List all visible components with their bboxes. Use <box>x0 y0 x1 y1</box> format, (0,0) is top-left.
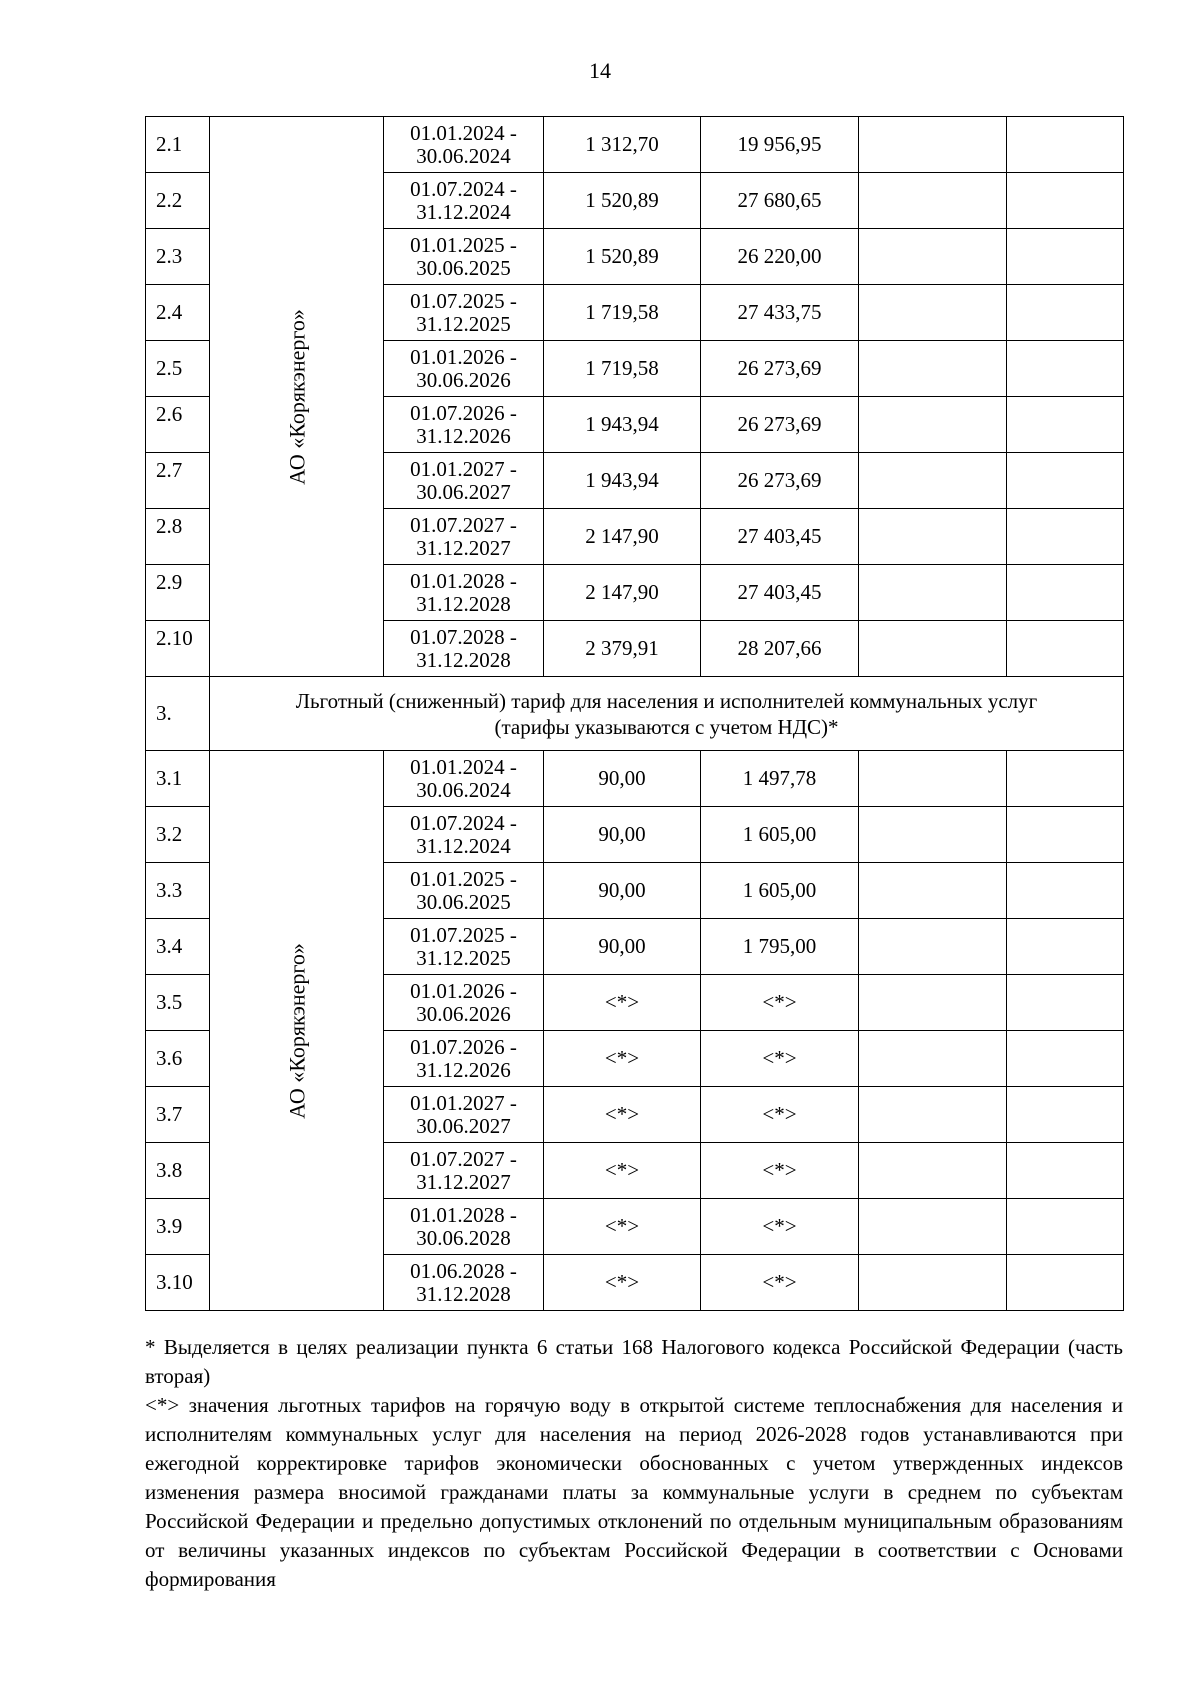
period-end: 31.12.2028 <box>416 1281 511 1306</box>
section-heading <box>210 677 1124 751</box>
tariff-value-4 <box>1007 1143 1124 1199</box>
tariff-value-1: 2 147,90 <box>544 565 701 621</box>
tariff-value-1: 1 312,70 <box>544 117 701 173</box>
period-start: 01.07.2024 - <box>410 810 517 835</box>
tariff-value-4 <box>1007 1199 1124 1255</box>
row-number: 3.3 <box>146 863 210 919</box>
tariff-value-2: 19 956,95 <box>701 117 859 173</box>
tariff-value-4 <box>1007 751 1124 807</box>
period-end: 30.06.2025 <box>416 255 511 280</box>
tariff-value-1: 2 379,91 <box>544 621 701 677</box>
period-cell <box>384 1199 544 1255</box>
row-number: 2.6 <box>146 397 210 453</box>
period-end: 30.06.2028 <box>416 1225 511 1250</box>
period-cell <box>384 173 544 229</box>
period-start: 01.01.2027 - <box>410 456 517 481</box>
period-start: 01.01.2028 - <box>410 568 517 593</box>
tariff-value-1: <*> <box>544 1255 701 1311</box>
period-cell <box>384 751 544 807</box>
tariff-value-2: 1 605,00 <box>701 807 859 863</box>
period-start: 01.01.2026 - <box>410 344 517 369</box>
tariff-value-4 <box>1007 1087 1124 1143</box>
period-start: 01.01.2028 - <box>410 1202 517 1227</box>
organization-cell <box>210 117 384 677</box>
period-cell <box>384 621 544 677</box>
tariff-value-1: 1 943,94 <box>544 453 701 509</box>
row-number: 2.1 <box>146 117 210 173</box>
period-end: 30.06.2025 <box>416 889 511 914</box>
tariff-value-3 <box>859 621 1007 677</box>
period-end: 30.06.2024 <box>416 143 511 168</box>
row-number: 3.8 <box>146 1143 210 1199</box>
tariff-value-2: 26 273,69 <box>701 397 859 453</box>
row-number: 3.6 <box>146 1031 210 1087</box>
tariff-value-4 <box>1007 509 1124 565</box>
section-number: 3. <box>146 677 210 751</box>
period-end: 30.06.2024 <box>416 777 511 802</box>
section-heading-row <box>146 677 1124 751</box>
tariff-value-2: 28 207,66 <box>701 621 859 677</box>
period-start: 01.01.2025 - <box>410 866 517 891</box>
tariff-value-3 <box>859 807 1007 863</box>
section-heading-line2: (тарифы указываются с учетом НДС)* <box>494 714 839 739</box>
tariff-value-1: 1 520,89 <box>544 229 701 285</box>
organization-name: АО «Корякэнерго» <box>284 308 309 485</box>
period-start: 01.07.2025 - <box>410 288 517 313</box>
tariff-value-3 <box>859 229 1007 285</box>
tariff-value-2: 26 220,00 <box>701 229 859 285</box>
period-end: 31.12.2028 <box>416 591 511 616</box>
period-cell <box>384 285 544 341</box>
period-start: 01.01.2027 - <box>410 1090 517 1115</box>
period-end: 31.12.2024 <box>416 833 511 858</box>
period-cell <box>384 229 544 285</box>
period-start: 01.07.2027 - <box>410 512 517 537</box>
tariff-value-1: 2 147,90 <box>544 509 701 565</box>
tariff-value-1: <*> <box>544 975 701 1031</box>
tariff-value-1: <*> <box>544 1143 701 1199</box>
tariff-value-3 <box>859 1255 1007 1311</box>
tariff-value-4 <box>1007 863 1124 919</box>
period-start: 01.01.2026 - <box>410 978 517 1003</box>
tariff-value-3 <box>859 919 1007 975</box>
period-end: 31.12.2027 <box>416 1169 511 1194</box>
row-number: 3.9 <box>146 1199 210 1255</box>
period-start: 01.06.2028 - <box>410 1258 517 1283</box>
tariff-value-4 <box>1007 117 1124 173</box>
period-cell <box>384 919 544 975</box>
period-start: 01.07.2027 - <box>410 1146 517 1171</box>
tariff-value-4 <box>1007 565 1124 621</box>
period-start: 01.01.2024 - <box>410 120 517 145</box>
tariff-value-2: 1 795,00 <box>701 919 859 975</box>
period-cell <box>384 1255 544 1311</box>
row-number: 2.3 <box>146 229 210 285</box>
row-number: 2.7 <box>146 453 210 509</box>
table-row <box>146 751 1124 807</box>
period-cell <box>384 397 544 453</box>
period-start: 01.01.2024 - <box>410 754 517 779</box>
page-number: 14 <box>589 58 611 83</box>
tariff-table <box>145 116 1124 1311</box>
row-number: 2.10 <box>146 621 210 677</box>
tariff-value-2: <*> <box>701 1143 859 1199</box>
tariff-value-3 <box>859 751 1007 807</box>
period-end: 30.06.2026 <box>416 367 511 392</box>
footnotes <box>145 1333 1123 1594</box>
period-cell <box>384 341 544 397</box>
footnote-vat: * Выделяется в целях реализации пункта 6 статьи 168 Налогового кодекса Российской Федерации (часть вторая) <box>145 1335 1123 1388</box>
tariff-value-3 <box>859 975 1007 1031</box>
period-cell <box>384 565 544 621</box>
period-cell <box>384 1087 544 1143</box>
tariff-value-2: <*> <box>701 1031 859 1087</box>
period-end: 31.12.2026 <box>416 1057 511 1082</box>
tariff-value-4 <box>1007 229 1124 285</box>
period-cell <box>384 975 544 1031</box>
tariff-value-4 <box>1007 1031 1124 1087</box>
tariff-value-3 <box>859 341 1007 397</box>
period-end: 31.12.2025 <box>416 945 511 970</box>
tariff-value-2: 26 273,69 <box>701 341 859 397</box>
tariff-value-3 <box>859 565 1007 621</box>
tariff-value-2: 26 273,69 <box>701 453 859 509</box>
organization-name: АО «Корякэнерго» <box>284 942 309 1119</box>
tariff-value-3 <box>859 1087 1007 1143</box>
row-number: 3.1 <box>146 751 210 807</box>
period-start: 01.07.2024 - <box>410 176 517 201</box>
tariff-value-3 <box>859 397 1007 453</box>
period-cell <box>384 1031 544 1087</box>
tariff-value-1: 1 719,58 <box>544 341 701 397</box>
tariff-value-4 <box>1007 341 1124 397</box>
row-number: 3.2 <box>146 807 210 863</box>
period-end: 31.12.2027 <box>416 535 511 560</box>
tariff-value-1: 1 943,94 <box>544 397 701 453</box>
footnote-tariff-values: <*> значения льготных тарифов на горячую воду в открытой системе теплоснабжения для населения и исполнителям коммунальных услуг для населения на период 2026-2028 годов устанавливаются при ежегодной корректировке тарифов экономически обоснованных с учетом утвержденных индексов изменения размера вносимой гражданами платы за коммунальные услуги в среднем по субъектам Российской Федерации и предельно допустимых отклонений по отдельным муниципальным образованиям от величины указанных индексов по субъектам Российской Федерации в соответствии с Основами формирования <box>145 1393 1123 1591</box>
row-number: 3.10 <box>146 1255 210 1311</box>
tariff-value-2: 1 605,00 <box>701 863 859 919</box>
period-start: 01.07.2026 - <box>410 400 517 425</box>
tariff-value-1: 90,00 <box>544 863 701 919</box>
period-cell <box>384 117 544 173</box>
period-start: 01.07.2028 - <box>410 624 517 649</box>
tariff-value-2: <*> <box>701 1087 859 1143</box>
row-number: 2.2 <box>146 173 210 229</box>
period-cell <box>384 509 544 565</box>
tariff-value-1: 90,00 <box>544 807 701 863</box>
tariff-value-3 <box>859 863 1007 919</box>
tariff-value-3 <box>859 285 1007 341</box>
tariff-value-1: 1 520,89 <box>544 173 701 229</box>
tariff-value-1: 90,00 <box>544 919 701 975</box>
period-start: 01.07.2025 - <box>410 922 517 947</box>
period-end: 31.12.2028 <box>416 647 511 672</box>
period-cell <box>384 1143 544 1199</box>
tariff-value-2: <*> <box>701 1199 859 1255</box>
tariff-value-3 <box>859 1199 1007 1255</box>
row-number: 2.4 <box>146 285 210 341</box>
section-heading-line1: Льготный (сниженный) тариф для населения и исполнителей коммунальных услуг <box>295 688 1038 713</box>
tariff-value-3 <box>859 173 1007 229</box>
tariff-value-2: 27 680,65 <box>701 173 859 229</box>
row-number: 2.9 <box>146 565 210 621</box>
row-number: 2.8 <box>146 509 210 565</box>
tariff-value-3 <box>859 1143 1007 1199</box>
row-number: 3.4 <box>146 919 210 975</box>
tariff-value-4 <box>1007 397 1124 453</box>
row-number: 2.5 <box>146 341 210 397</box>
period-end: 30.06.2027 <box>416 1113 511 1138</box>
tariff-value-4 <box>1007 173 1124 229</box>
tariff-value-1: <*> <box>544 1031 701 1087</box>
tariff-value-3 <box>859 117 1007 173</box>
tariff-value-4 <box>1007 621 1124 677</box>
tariff-value-1: 90,00 <box>544 751 701 807</box>
tariff-value-1: 1 719,58 <box>544 285 701 341</box>
tariff-value-2: <*> <box>701 1255 859 1311</box>
period-cell <box>384 453 544 509</box>
tariff-value-2: 27 403,45 <box>701 509 859 565</box>
tariff-value-4 <box>1007 285 1124 341</box>
tariff-value-4 <box>1007 453 1124 509</box>
tariff-value-4 <box>1007 975 1124 1031</box>
table-body <box>146 117 1124 1311</box>
tariff-value-4 <box>1007 807 1124 863</box>
row-number: 3.7 <box>146 1087 210 1143</box>
row-number: 3.5 <box>146 975 210 1031</box>
period-end: 30.06.2027 <box>416 479 511 504</box>
period-cell <box>384 863 544 919</box>
tariff-value-2: 27 433,75 <box>701 285 859 341</box>
tariff-value-4 <box>1007 919 1124 975</box>
tariff-value-2: <*> <box>701 975 859 1031</box>
tariff-value-3 <box>859 453 1007 509</box>
tariff-value-1: <*> <box>544 1087 701 1143</box>
tariff-value-3 <box>859 509 1007 565</box>
period-start: 01.07.2026 - <box>410 1034 517 1059</box>
period-end: 30.06.2026 <box>416 1001 511 1026</box>
tariff-value-3 <box>859 1031 1007 1087</box>
period-start: 01.01.2025 - <box>410 232 517 257</box>
tariff-value-1: <*> <box>544 1199 701 1255</box>
tariff-value-2: 1 497,78 <box>701 751 859 807</box>
organization-cell <box>210 751 384 1311</box>
tariff-value-2: 27 403,45 <box>701 565 859 621</box>
table-row <box>146 117 1124 173</box>
period-end: 31.12.2026 <box>416 423 511 448</box>
period-cell <box>384 807 544 863</box>
period-end: 31.12.2025 <box>416 311 511 336</box>
tariff-value-4 <box>1007 1255 1124 1311</box>
period-end: 31.12.2024 <box>416 199 511 224</box>
